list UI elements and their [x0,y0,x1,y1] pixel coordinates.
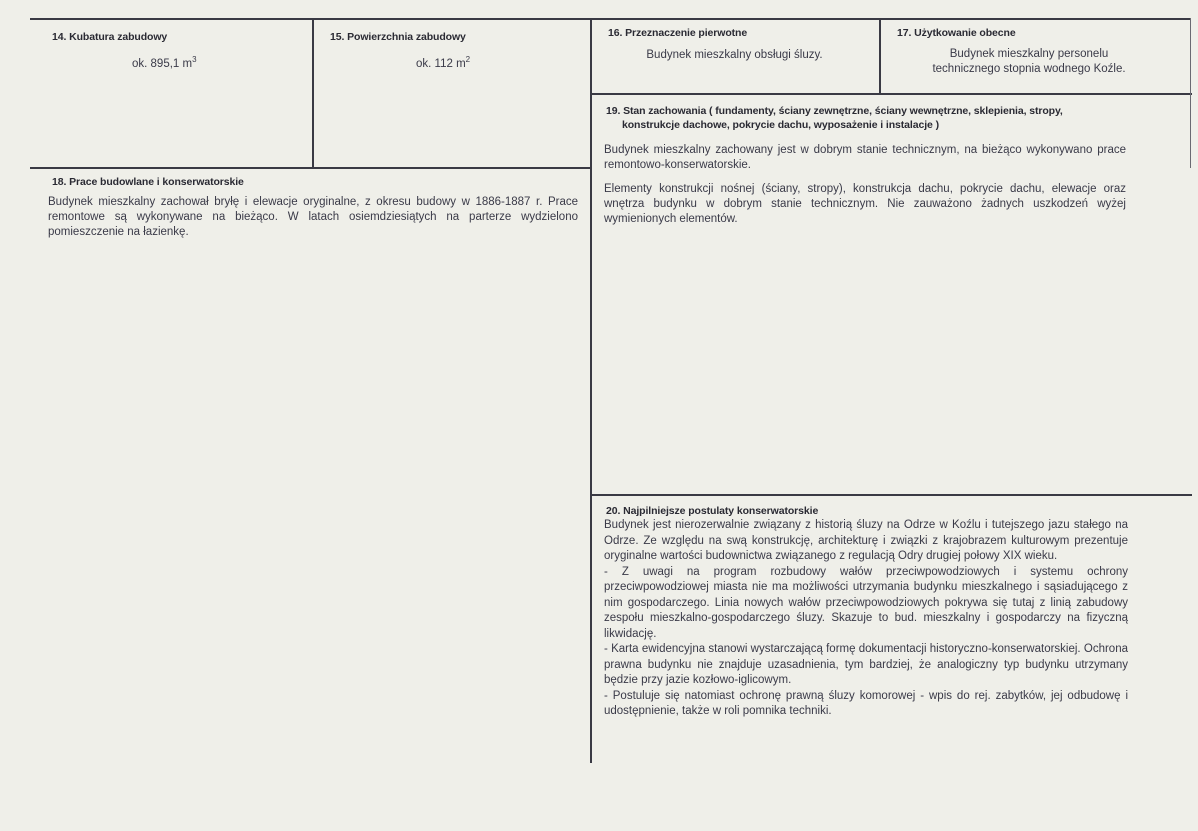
field-16-value: Budynek mieszkalny obsługi śluzy. [646,49,823,61]
field-17-value [884,47,1174,77]
field-19-text [604,143,1126,230]
field-19-paragraph-1: Budynek mieszkalny zachowany jest w dobrym stanie technicznym, na bieżąco wykonywano prace remontowo-konserwatorskie. [604,144,1126,171]
field-17-value-line2: technicznego stopnia wodnego Koźle. [932,63,1126,75]
field-14-number: ok. 895,1 m [132,57,193,70]
field-15-unit-exponent: 2 [465,55,471,64]
divider-14-15 [312,18,314,168]
top-border [30,18,1190,20]
field-19-label-line2: konstrukcje dachowe, pokrycie dachu, wyposażenie i instalacje ) [622,119,939,131]
field-15-value [416,52,470,72]
field-16-label: 16. Przeznaczenie pierwotne [608,27,748,39]
field-19-paragraph-2: Elementy konstrukcji nośnej (ściany, stropy), konstrukcja dachu, pokrycie dachu, elewacje oraz wnętrza budynku w dobrym stanie technicznym. Nie zauważono żadnych uszkodzeń wyżej wymienionych elementów. [604,183,1126,225]
field-19-label [606,104,1063,132]
field-20-paragraph-1: Budynek jest nierozerwalnie związany z historią śluzy na Odrze w Koźlu i tutejszego jazu stałego na Odrze. Ze względu na swą konstrukcję, architekturę i związki z krajobrazem kulturowym prezentuje oryginalne wartości budownictwa związanego z regulacją Odry drugiej połowy XIX wieku. [604,519,1128,562]
field-19-label-line1: 19. Stan zachowania ( fundamenty, ściany zewnętrzne, ściany wewnętrzne, sklepienia, stropy, [606,105,1063,117]
field-20-label: 20. Najpilniejsze postulaty konserwatorskie [606,505,819,517]
field-18-text: Budynek mieszkalny zachował bryłę i elewacje oryginalne, z okresu budowy w 1886-1887 r. Prace remontowe są wykonywane na bieżąco. W latach osiemdziesiątych na parterze wydzielono pomieszczenie na łazienkę. [48,196,578,238]
field-14-unit-exponent: 3 [192,55,197,64]
divider-row-14-18 [30,167,590,169]
field-15-number: ok. 112 m [416,57,466,70]
field-20-text [604,518,1128,720]
field-17-label: 17. Użytkowanie obecne [897,27,1016,39]
field-17-value-line1: Budynek mieszkalny personelu [949,48,1109,60]
divider-row-19-20 [590,494,1192,496]
divider-row-16-19 [590,93,1192,95]
field-20-paragraph-4: - Postuluje się natomiast ochronę prawną śluzy komorowej - wpis do rej. zabytków, jej odbudowę i udostępnienie, także w roli pomnika techniki. [604,689,1128,717]
field-15-label: 15. Powierzchnia zabudowy [330,31,466,43]
right-border [1190,18,1191,168]
field-20-paragraph-3: - Karta ewidencyjna stanowi wystarczającą formę dokumentacji historyczno-konserwatorskiej. Ochrona prawna budynku nie znajduje uzasadnienia, tym bardziej, że analogiczny typ budynku utrzymany będzie przy jazie kozłowo-iglicowym. [604,643,1128,686]
field-18-label: 18. Prace budowlane i konserwatorskie [52,176,244,188]
field-20-paragraph-2: - Z uwagi na program rozbudowy wałów przeciwpowodziowych i systemu ochrony przeciwpowodziowej miasta nie ma możliwości utrzymania budynku mieszkalnego i sąsiadującego z nim gospodarczego. Linia nowych wałów przeciwpowodziowych pokrywa się tutaj z linią zabudowy zespołu mieszkalno-gospodarczego śluzy. Skazuje to bud. mieszkalny i gospodarczy na fizyczną likwidację. [604,565,1128,640]
field-14-label: 14. Kubatura zabudowy [52,31,168,43]
field-14-value [132,52,197,72]
divider-left-right [590,18,592,763]
divider-16-17 [879,18,881,94]
